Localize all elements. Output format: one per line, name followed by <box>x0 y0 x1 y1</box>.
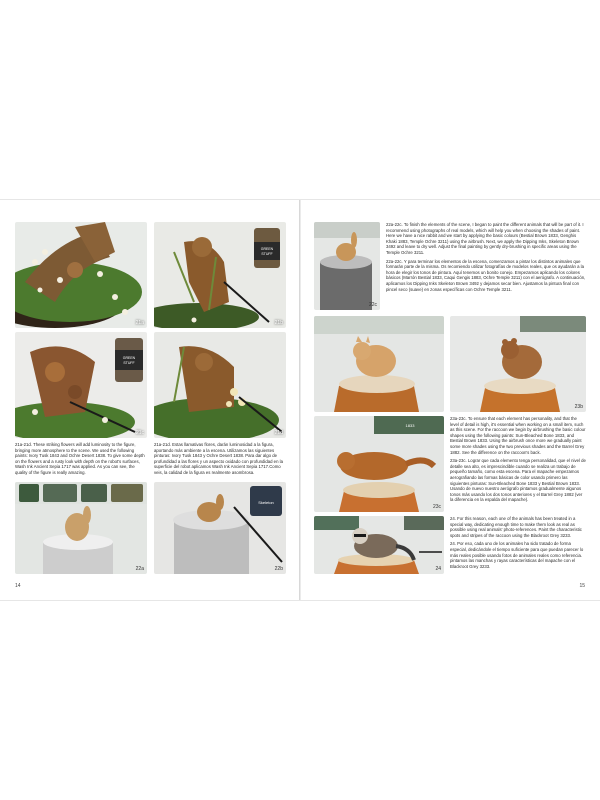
photo-label: 24 <box>435 566 441 572</box>
photo-21b <box>154 222 286 328</box>
photo-label: 23b <box>574 404 583 410</box>
caption-text: 24. Por eso, cada uno de los animales ha sido tratado de forma especial, dedicándole el tiempo suficiente para que puedan parecer lo más reales posible usando fotos de animales reales como referencia. pintamos las manchas y rayas características del mapache con el Blackroot Grey 3233. <box>450 541 584 569</box>
svg-text:GREEN: GREEN <box>260 247 274 251</box>
svg-text:STUFF: STUFF <box>261 252 273 256</box>
photo-label: 23c <box>432 504 441 510</box>
photo-label: 22b <box>274 566 283 572</box>
photo-21d <box>154 332 286 438</box>
photo-22a <box>15 482 147 574</box>
photo-21a <box>15 222 147 328</box>
photo-22b <box>154 482 286 574</box>
photo-label: 21b <box>274 320 283 326</box>
caption-text: 24. For this reason, each one of the animals has been treated in a special way, dedicating enough time to make them look as real as possible using real animals' photo-references. Paint the characteristic spots and stripes of the raccoon using the Blackroot Grey 3233. <box>450 516 582 538</box>
photo-23c <box>314 416 444 512</box>
caption-text: 23a-23c. Lograr que cada elemento tenga personalidad, que el nivel de detalle sea alto, es imprescindible cuando se realiza un trabajo de pequeño tamaño, como esta escena. Para el mapache empezamos aerografiando las formas básicas de color usando primero las siguientes pinturas: Sun-Bleached Bone 1833 y Bestial Brown 1833. Usando de nuevo nuestro aerógrafo pintamos gradualmente algunos tonos más usando los dos tonos anteriores y el Barrel Grey 1882 (ver la diferencia en la espalda del mapache). <box>450 458 586 503</box>
caption-text: 23a-23c. To ensure that each element has personality, and that the level of detail is high, it's essential when working on a small item, such as this scene. For the raccoon we begin by airbrushing the basic colour shapes using the following paints: Sun-Bleached Bone 1833, and Bestial Brown 1833. Using the airbrush once more we gradually paint some more shades using the two previous shades and the Barrel Grey 1882. See the difference on the raccoon's back. <box>450 416 586 455</box>
page-gutter <box>299 200 301 600</box>
page-number-right: 15 <box>579 583 585 589</box>
photo-21c <box>15 332 147 438</box>
photo-24 <box>314 516 444 574</box>
page-number-left: 14 <box>15 583 21 589</box>
photo-22c <box>314 222 380 310</box>
caption-text: 22a-22c. To finish the elements of the scene, I began to paint the different animals that will be part of it. I recommend using photographs of real models, which will help you when choosing the shades of paint. Here we have a nice rabbit and we start by applying the basic colours (Bestial Brown 1833, Genghis Khaki 1883, Temple Ochre 3211) using the airbrush. Next, we apply the Dipping Inks, Skeleton Brown 3492 and leave to dry well. Adjust the final painting by gently dry-brushing in specific areas using the Temple Ochre 3211. <box>386 222 584 255</box>
caption-21-en <box>15 442 145 479</box>
photo-label: 22c <box>368 302 377 308</box>
photo-23a <box>314 316 444 412</box>
caption-24 <box>450 516 586 572</box>
magazine-spread <box>0 200 600 600</box>
caption-23 <box>450 416 586 506</box>
svg-text:GREEN: GREEN <box>122 356 136 360</box>
paint-label-skeleton: Skeleton <box>258 500 274 505</box>
caption-21-es <box>154 442 286 479</box>
caption-22 <box>386 222 586 295</box>
photo-label: 21a <box>135 320 144 326</box>
caption-text: 21a-21d. Estas llamativas flores, darán luminosidad a la figura, aportando más ambiente a la escena. Utilizamos las siguientes pinturas: Ivory Tusk 1843 y Ochre Desert 1838. Para dar algo de profundidad a las flores y un aspecto oxidado con profundidad en la superficie del robot aplicamos Wash Ink Ancient Sepia 1717.Como veis, la calidad de la figura es realmente asombrosa. <box>154 442 283 475</box>
photo-23b <box>450 316 586 412</box>
photo-label: 22a <box>135 566 144 572</box>
caption-text: 21a-21d. These striking flowers will add luminosity to the figure, bringing more atmosphere to the scene. We used the following paints: Ivory Tusk 1843 and Ochre Desert 1838. To give some depth on the flowers and a rusty look with depth on the robot's surfaces, Wash Ink Ancient Sepia 1717 was applied. As you can see, the quality of the figure is really amazing. <box>15 442 145 475</box>
caption-text: 22a-22c. Y para terminar los elementos de la escena, comenzamos a pintar los distintos animales que formarán parte de la misma. Os recomiendo utilizar fotografías de modelos reales, que os ayudarán a la hora de elegir los tonos de pintura. Aquí tenemos un bonito conejo. Empezamos aplicando los colores básicos (Marrón Bestial 1833, Caqui Gengis 1883, Ochre Temple 3211) con el aerógrafo. A continuación, aplicamos los Dipping Inks Skeleton Brown 3492 y dejamos secar bien. Ajustamos la pintura final con pincel seco (suave) en zonas específicas con Ochre Temple 3211. <box>386 258 586 292</box>
photo-label: 21d <box>274 430 283 436</box>
photo-label: 21c <box>135 430 144 436</box>
paint-label-1833: 1833 <box>405 423 415 428</box>
svg-text:STUFF: STUFF <box>123 361 135 365</box>
